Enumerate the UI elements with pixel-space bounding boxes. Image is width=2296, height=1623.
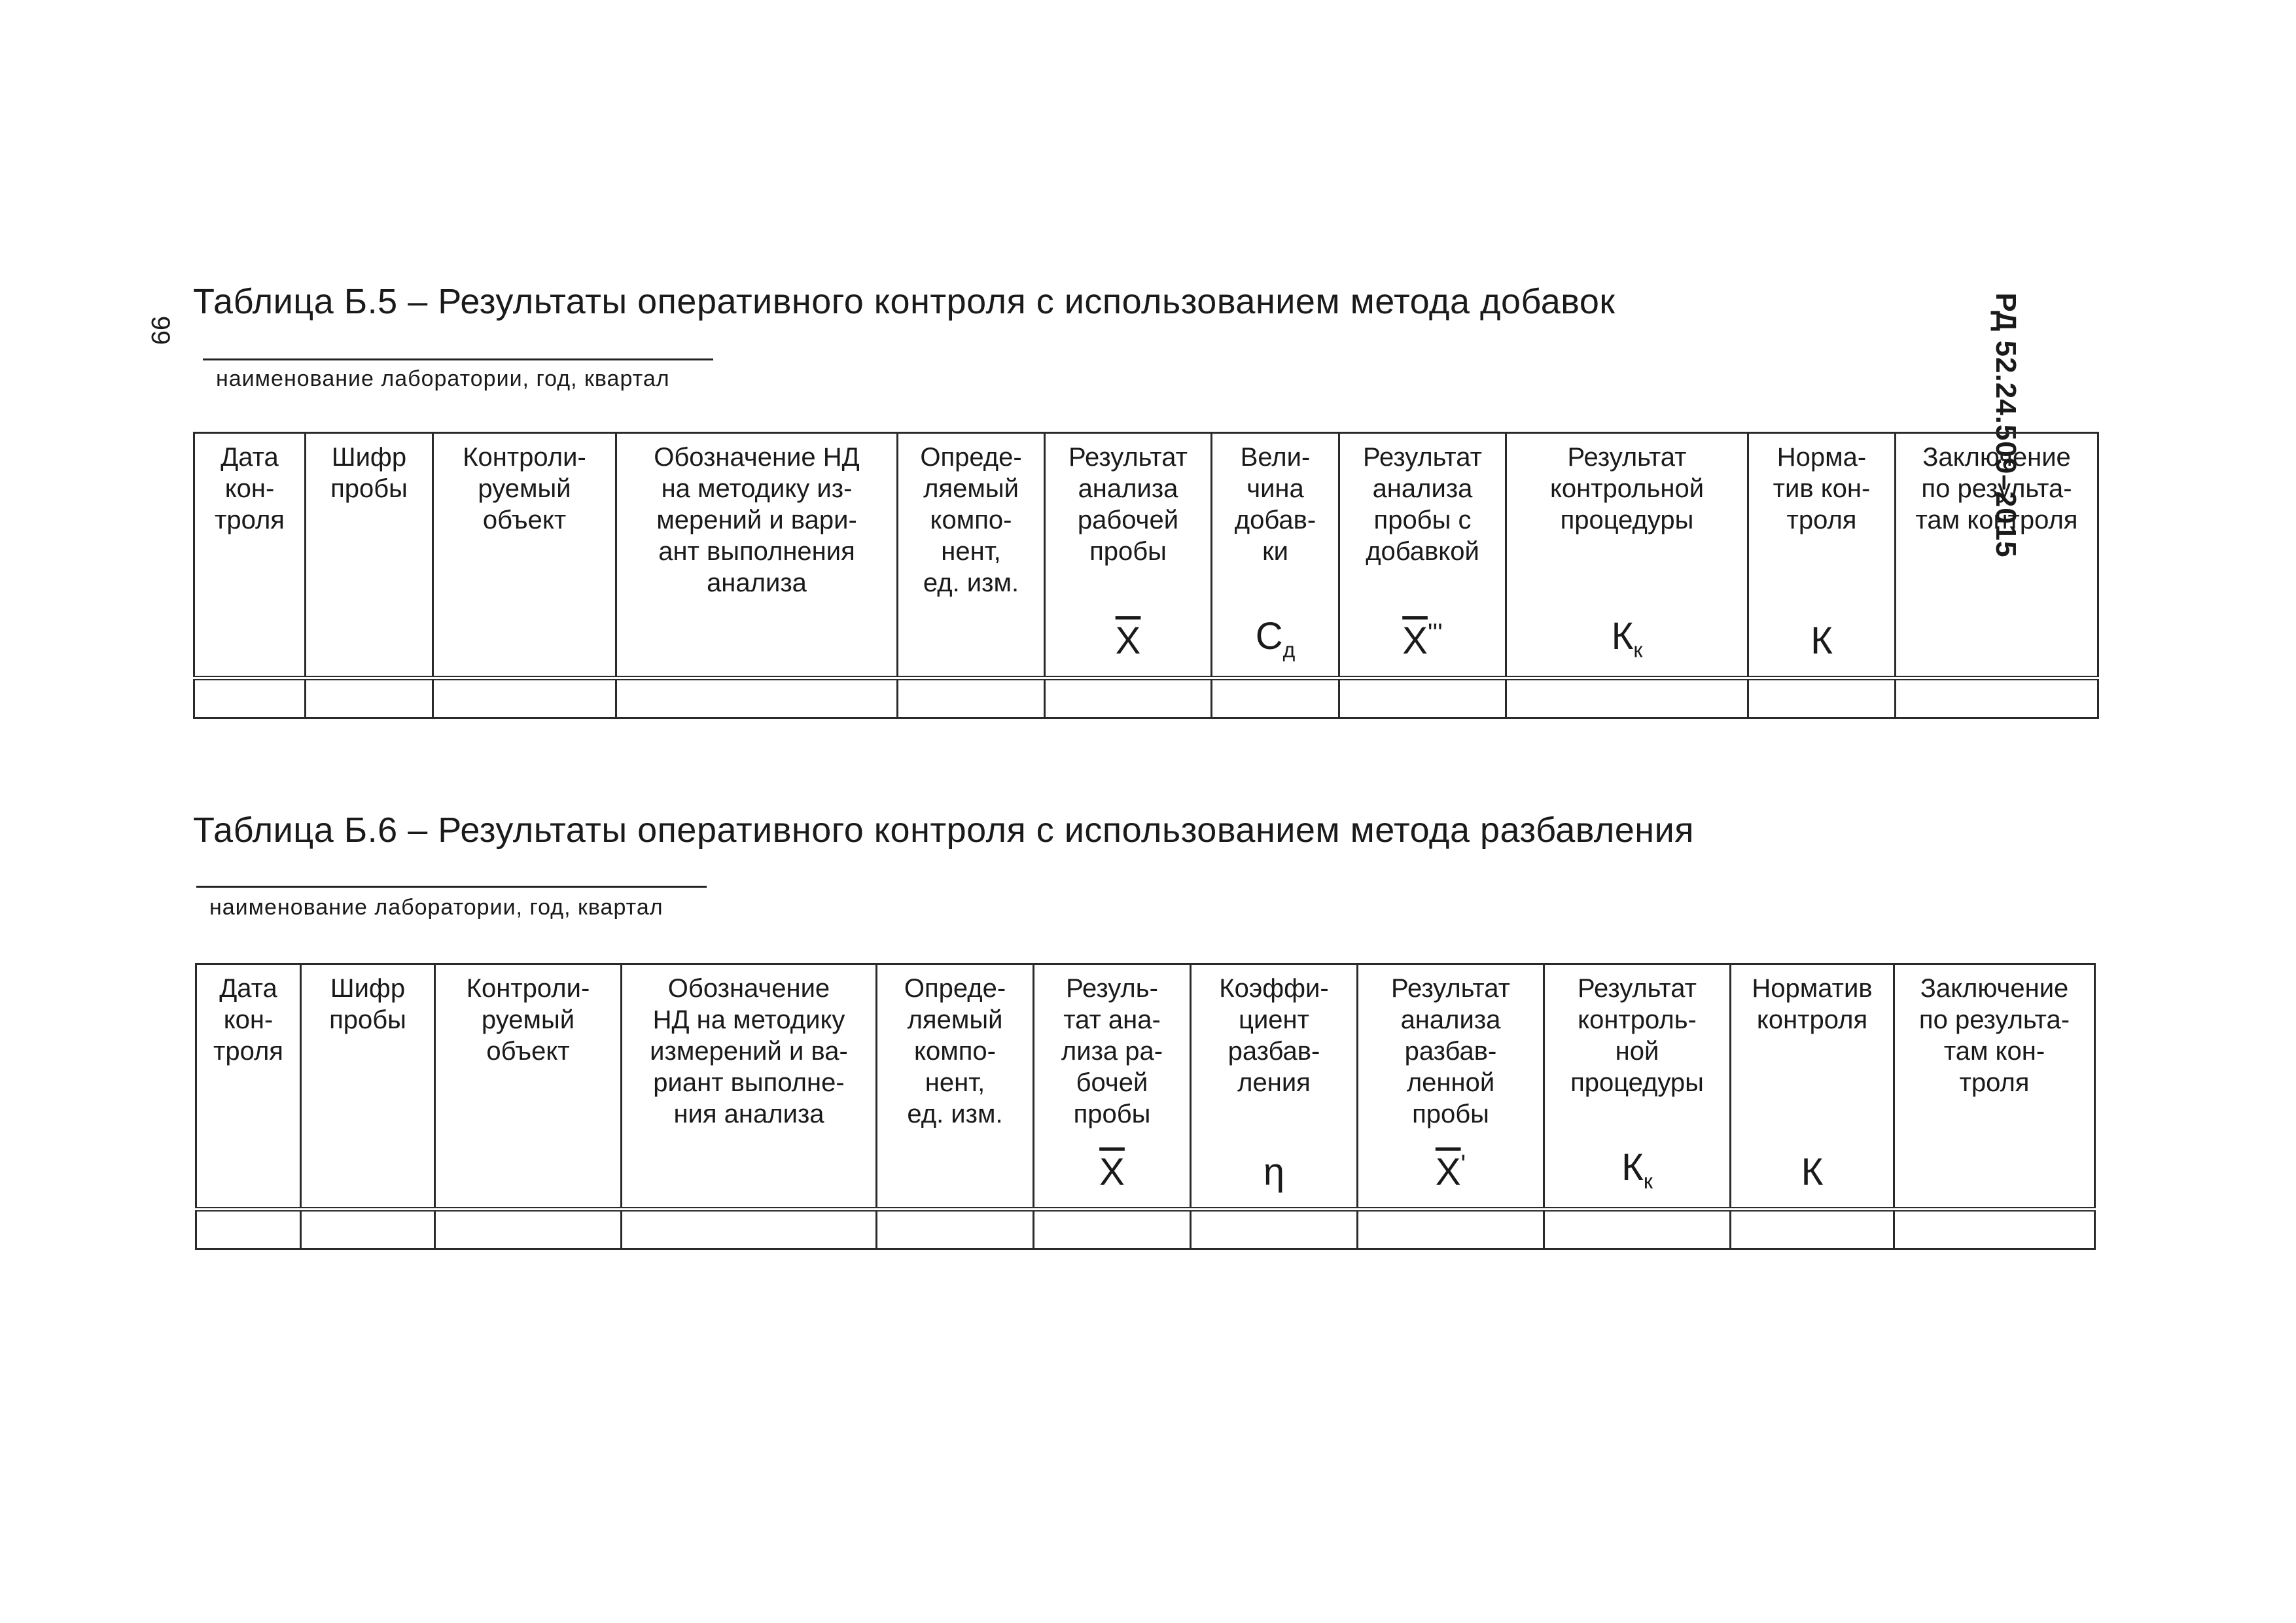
header-symbol: $\overline{X}$ xyxy=(1115,620,1141,662)
header-symbol: $К_к$ xyxy=(1611,615,1643,662)
table-b5-data-cell[interactable] xyxy=(898,678,1045,718)
table-b6-data-cell[interactable] xyxy=(877,1210,1034,1249)
table-b5-header-cell xyxy=(1212,433,1339,678)
table-b5-header-cell xyxy=(1748,433,1896,678)
table-b5-lab-caption: наименование лаборатории, год, квартал xyxy=(216,366,670,391)
table-b6-header-cell xyxy=(1034,964,1191,1210)
table-b5-data-cell[interactable] xyxy=(433,678,616,718)
header-label: Шифр пробы xyxy=(329,974,406,1034)
header-symbol: $\overline{X}'$ xyxy=(1435,1150,1466,1193)
table-b6-title: Таблица Б.6 – Результаты оперативного контроля с использованием метода разбавления xyxy=(193,811,1695,850)
table-b5-data-cell[interactable] xyxy=(1896,678,2098,718)
header-label: Обозначение НД на методику из- мерений и вари- ант выполнения анализа xyxy=(654,443,860,597)
header-label: Результат анализа пробы с добавкой xyxy=(1363,443,1482,566)
table-b6-header-cell xyxy=(1544,964,1731,1210)
header-label: Дата кон- троля xyxy=(213,974,283,1066)
table-b6-header-cell xyxy=(435,964,622,1210)
header-label: Заключение по результа- там кон- троля xyxy=(1918,974,2070,1097)
table-b5-header-cell xyxy=(898,433,1045,678)
header-symbol: $\overline{X}'''$ xyxy=(1402,619,1443,662)
header-symbol: К xyxy=(1810,620,1833,662)
table-b6-header-cell xyxy=(1191,964,1358,1210)
header-label: Результат анализа рабочей пробы xyxy=(1069,443,1188,566)
header-label: Резуль- тат ана- лиза ра- бочей пробы xyxy=(1061,974,1163,1128)
header-label: Контроли- руемый объект xyxy=(466,974,590,1066)
table-b5-header-cell xyxy=(616,433,898,678)
table-b6-data-cell[interactable] xyxy=(196,1210,301,1249)
table-b5-header-cell xyxy=(306,433,433,678)
table-b6-header-row xyxy=(196,964,2095,1210)
header-label: Обозначение НД на методику измерений и ва- риант выполне- ния анализа xyxy=(650,974,848,1128)
table-b5-data-cell[interactable] xyxy=(1045,678,1212,718)
table-b6-lab-caption: наименование лаборатории, год, квартал xyxy=(209,895,663,920)
table-b6-header-cell xyxy=(622,964,877,1210)
table-b5-data-cell[interactable] xyxy=(194,678,306,718)
header-label: Шифр пробы xyxy=(330,443,408,503)
table-b6-header-cell xyxy=(301,964,435,1210)
header-label: Норма- тив кон- троля xyxy=(1773,443,1871,534)
header-symbol: $К_к$ xyxy=(1621,1146,1653,1193)
page-number: 99 xyxy=(146,315,175,345)
table-b6-data-cell[interactable] xyxy=(1731,1210,1894,1249)
header-label: Результат контроль- ной процедуры xyxy=(1570,974,1704,1097)
table-b6-data-cell[interactable] xyxy=(301,1210,435,1249)
table-b6-data-cell[interactable] xyxy=(1034,1210,1191,1249)
table-b6-data-row xyxy=(196,1210,2095,1249)
header-label: Вели- чина добав- ки xyxy=(1234,443,1316,566)
header-label: Опреде- ляемый компо- нент, ед. изм. xyxy=(920,443,1022,597)
header-label: Дата кон- троля xyxy=(215,443,285,534)
table-b6-data-cell[interactable] xyxy=(1358,1210,1544,1249)
header-label: Опреде- ляемый компо- нент, ед. изм. xyxy=(904,974,1006,1128)
table-b6-header-cell xyxy=(196,964,301,1210)
table-b5-data-cell[interactable] xyxy=(1212,678,1339,718)
table-b5-header-cell xyxy=(194,433,306,678)
header-label: Контроли- руемый объект xyxy=(463,443,586,534)
table-b5-header-cell xyxy=(433,433,616,678)
table-b6-header-cell xyxy=(1358,964,1544,1210)
table-b5-header-row xyxy=(194,433,2098,678)
header-symbol: К xyxy=(1801,1151,1824,1193)
header-symbol: η xyxy=(1263,1151,1285,1193)
table-b5-data-cell[interactable] xyxy=(1339,678,1506,718)
table-b6-header-cell xyxy=(1731,964,1894,1210)
header-label: Заключение по результа- там контроля xyxy=(1915,443,2078,534)
table-b5-data-row xyxy=(194,678,2098,718)
document-code: РД 52.24.509–2015 xyxy=(1990,292,2022,558)
table-b6-data-cell[interactable] xyxy=(1894,1210,2095,1249)
table-b5-data-cell[interactable] xyxy=(1506,678,1748,718)
header-symbol: $\overline{X}$ xyxy=(1099,1151,1125,1193)
table-b6 xyxy=(195,963,2096,1250)
table-b5-data-cell[interactable] xyxy=(306,678,433,718)
table-b5-title: Таблица Б.5 – Результаты оперативного контроля с использованием метода добавок xyxy=(193,282,1616,321)
table-b5-header-cell xyxy=(1339,433,1506,678)
header-label: Результат анализа разбав- ленной пробы xyxy=(1391,974,1510,1128)
table-b5-header-cell xyxy=(1506,433,1748,678)
table-b6-lab-line xyxy=(196,886,707,888)
table-b5-header-cell xyxy=(1896,433,2098,678)
table-b5-data-cell[interactable] xyxy=(616,678,898,718)
table-b5-lab-line xyxy=(203,358,713,360)
table-b6-data-cell[interactable] xyxy=(435,1210,622,1249)
header-label: Норматив контроля xyxy=(1752,974,1873,1034)
table-b5 xyxy=(193,432,2099,719)
header-label: Результат контрольной процедуры xyxy=(1549,443,1704,534)
table-b5-header-cell xyxy=(1045,433,1212,678)
table-b6-header-cell xyxy=(877,964,1034,1210)
table-b6-data-cell[interactable] xyxy=(622,1210,877,1249)
table-b6-header-cell xyxy=(1894,964,2095,1210)
header-label: Коэффи- циент разбав- ления xyxy=(1219,974,1329,1097)
table-b6-data-cell[interactable] xyxy=(1191,1210,1358,1249)
header-symbol: $С_д$ xyxy=(1255,615,1296,662)
table-b5-data-cell[interactable] xyxy=(1748,678,1896,718)
table-b6-data-cell[interactable] xyxy=(1544,1210,1731,1249)
